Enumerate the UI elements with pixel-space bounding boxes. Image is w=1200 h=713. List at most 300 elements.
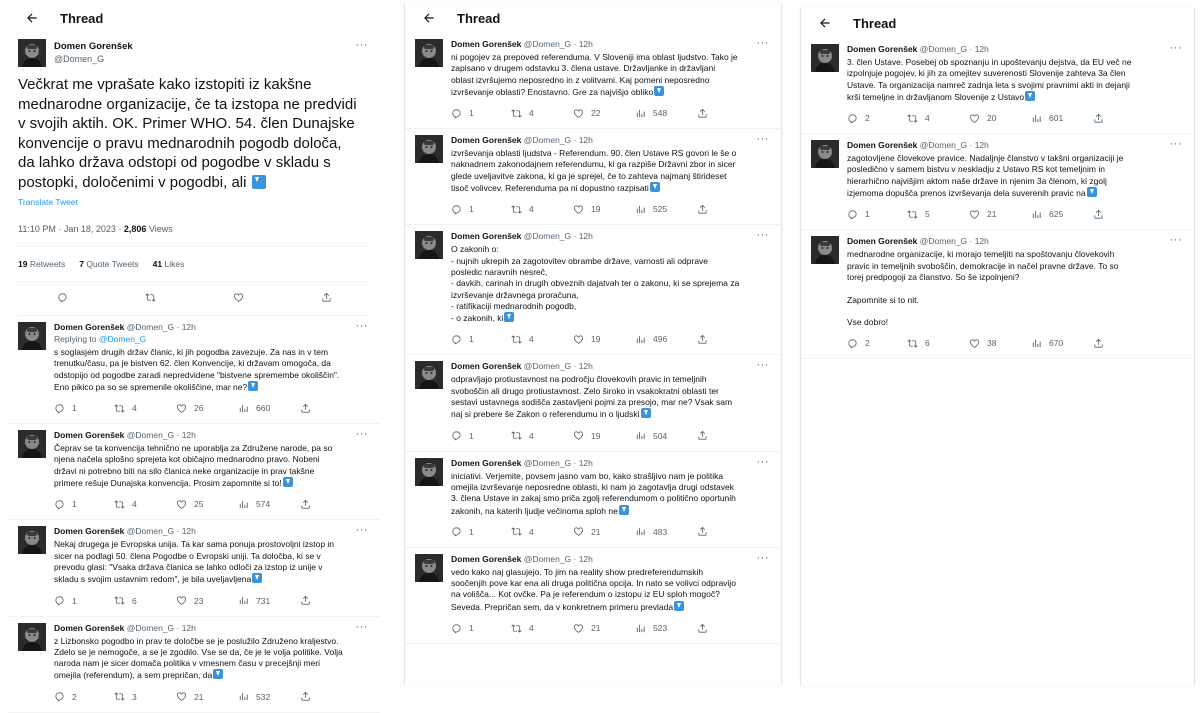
author-name[interactable]: Domen Gorenšek [847, 236, 918, 247]
reply-action[interactable] [847, 209, 907, 220]
thread-header [405, 3, 781, 33]
retweet-icon [511, 623, 522, 634]
share-icon[interactable] [321, 292, 332, 303]
heart-action[interactable] [573, 108, 635, 119]
tweet-text-content: zagotovljene človekove pravice. Nadaljnje članstvo v takšni organizaciji je posledično v samem bistvu v neskladju z Ustavo RS kot temeljnim in hierarhično najvišjim aktom naše države in njenim 3a členom, ki zgolj izjemoma dopušča prenos izvrševanja dela suverenih pravic na [847, 153, 1124, 199]
views-count: 525 [653, 204, 668, 215]
author-name[interactable]: Domen Gorenšek [54, 430, 125, 441]
likes-count: 25 [194, 499, 204, 510]
tweet-text-content: 3. člen Ustave. Posebej ob spoznanju in upoštevanju dejstva, da EU več ne izpolnjuje pogojev, ki jih za omejitev suverenosti Slovenije zahteva 3a člen Ustave. Ta organizacija namreč zadnja leta s svojimi pravnimi akti in dejanji krši temeljne in državljanom Slovenije z Ustavo [847, 57, 1132, 102]
down-arrow-emoji-icon [1025, 91, 1035, 101]
heart-icon [573, 526, 584, 537]
translate-link[interactable]: Translate Tweet [18, 197, 79, 207]
retweet-action[interactable] [907, 338, 969, 349]
author-handle[interactable]: @Domen_G [54, 54, 105, 64]
heart-action[interactable] [176, 595, 238, 606]
share-icon[interactable] [300, 595, 320, 606]
tweet-stats [18, 247, 370, 282]
reply-action[interactable] [54, 499, 114, 510]
down-arrow-emoji-icon [252, 175, 266, 189]
views-icon [635, 108, 646, 119]
heart-icon[interactable] [233, 292, 244, 303]
more-icon[interactable]: ··· [756, 37, 769, 49]
views-count: 601 [1049, 113, 1064, 124]
heart-action[interactable] [573, 430, 635, 441]
reply-tweet[interactable] [405, 129, 781, 225]
reply-tweet[interactable] [801, 134, 1194, 230]
down-arrow-emoji-icon [252, 573, 262, 583]
quote-tweets-stat-count: 7 [79, 259, 84, 269]
author-handle[interactable]: @Domen_G · 12h [523, 231, 593, 242]
author-name[interactable]: Domen Gorenšek [451, 553, 522, 564]
more-icon[interactable]: ··· [355, 428, 368, 441]
more-icon[interactable]: ··· [355, 39, 368, 51]
likes-stat[interactable] [153, 259, 185, 269]
reply-icon [54, 691, 65, 702]
tweet-timestamp[interactable]: 11:10 PM · Jan 18, 2023 · [18, 224, 124, 234]
views-count: 483 [653, 526, 668, 537]
down-arrow-emoji-icon [504, 312, 514, 322]
views-action[interactable] [238, 691, 300, 702]
avatar[interactable] [18, 623, 46, 651]
heart-icon [573, 334, 584, 345]
replies-count: 2 [865, 338, 870, 349]
avatar[interactable] [415, 135, 443, 163]
retweet-action[interactable] [114, 691, 176, 702]
retweet-action[interactable] [511, 623, 573, 634]
tweet-text-content: Čeprav se ta konvencija tehnično ne uporablja za Združene narode, pa so njena načela splošno sprejeta kot običajno mednarodno pravo. Nobeni državi ni potrebno biti na silo članica neke organizacije in prav takšne primere rešuje Dunajska konvencija. Prosim zapomnite si to! [54, 443, 333, 489]
quote-tweets-stat[interactable] [79, 259, 138, 269]
retweet-icon [114, 403, 125, 414]
reply-action[interactable] [451, 526, 511, 537]
reply-tweet[interactable] [801, 230, 1194, 359]
replies-count: 2 [865, 113, 870, 124]
more-icon[interactable]: ··· [756, 551, 769, 564]
tweet-actions [847, 336, 1184, 350]
retweet-action[interactable] [907, 209, 969, 220]
heart-action[interactable] [969, 209, 1031, 220]
heart-action[interactable] [573, 526, 635, 537]
tweet-text [451, 567, 771, 613]
down-arrow-emoji-icon [248, 381, 258, 391]
reply-icon [54, 403, 65, 414]
retweet-action[interactable] [114, 403, 176, 414]
views-icon [635, 334, 646, 345]
views-icon [1031, 113, 1042, 124]
likes-count: 22 [591, 108, 601, 119]
author-name[interactable]: Domen Gorenšek [847, 44, 918, 54]
views-action[interactable] [635, 526, 697, 537]
author-name[interactable]: Domen Gorenšek [451, 457, 522, 468]
views-icon [635, 623, 646, 634]
share-icon[interactable] [697, 204, 717, 215]
page-title: Thread [60, 10, 104, 26]
views-icon [635, 204, 646, 215]
author-handle[interactable]: @Domen_G · 12h [523, 457, 593, 468]
views-action[interactable] [635, 623, 697, 634]
retweets-count: 5 [925, 209, 930, 220]
replies-count: 1 [469, 526, 474, 537]
tweet-text-content: Nekaj drugega je Evropska unija. Ta kar sama ponuja prostovoljni izstop in sicer na podlagi 50. člena Pogodbe o Evropski uniji. Ta določba, ki se v prevodu glasi: "Vsaka država članica se lahko odloči za izstop iz unije v skladu s svojim ustavnim redom", je bila uveljavljena [54, 539, 335, 585]
reply-icon [451, 108, 462, 119]
more-icon[interactable]: ··· [355, 620, 368, 633]
tweet-text [451, 244, 771, 324]
reply-tweet[interactable] [801, 38, 1194, 134]
retweet-action[interactable] [511, 108, 573, 119]
views-icon [238, 499, 249, 510]
replying-prefix: Replying to [54, 334, 99, 344]
views-action[interactable] [238, 499, 300, 510]
reply-icon [451, 623, 462, 634]
reply-icon [54, 499, 65, 510]
reply-action[interactable] [451, 108, 511, 119]
heart-icon [969, 113, 980, 124]
tweet-text-content: izvrševanja oblasti ljudstva - Referendum. 90. člen Ustave RS govori le še o naknadnem zakonodajnem referendumu, ki ga razpiše Državni zbor in sicer glede uveljavitve zakona, ki ga je sprejel, če to zahteva najmanj štirideset tisoč volivcev. Referenduma pa ni dopustno razpisati [451, 148, 737, 194]
avatar[interactable] [415, 458, 443, 486]
replies-count: 1 [72, 403, 77, 414]
author-name[interactable]: Domen Gorenšek [54, 526, 125, 537]
more-icon[interactable]: ··· [355, 320, 368, 332]
views-action[interactable] [1031, 338, 1093, 349]
reply-action[interactable] [451, 204, 511, 215]
heart-icon [176, 691, 187, 702]
share-icon[interactable] [697, 623, 717, 634]
reply-action[interactable] [54, 691, 114, 702]
avatar[interactable] [415, 39, 443, 67]
avatar[interactable] [811, 236, 839, 264]
views-action[interactable] [1031, 113, 1093, 124]
author-name[interactable]: Domen Gorenšek [847, 140, 918, 151]
main-tweet-actions [18, 282, 370, 316]
avatar[interactable] [18, 526, 46, 554]
avatar[interactable] [811, 140, 839, 168]
share-icon[interactable] [1093, 113, 1113, 124]
heart-icon [573, 623, 584, 634]
reply-icon [451, 430, 462, 441]
arrow-left-icon[interactable] [813, 11, 837, 35]
tweet-text-content: odpravljajo protiustavnost na področju človekovih pravic in temeljnih svoboščin ali drugo protiustavnost. Zelo široko in vsakokratni oblasti ter sestavi ustavnega sodišča zastavljeni pojmi za presojo, mar ne? Vsak sam naj si prebere še Zakon o referendumu in o ljudski [451, 374, 733, 420]
views-action[interactable] [1031, 209, 1093, 220]
author-name[interactable]: Domen Gorenšek [54, 622, 125, 633]
tweet-actions [451, 332, 771, 346]
share-icon[interactable] [300, 499, 320, 510]
reply-icon [451, 526, 462, 537]
heart-action[interactable] [969, 113, 1031, 124]
likes-count: 19 [591, 204, 601, 215]
heart-icon [176, 403, 187, 414]
views-count: 532 [256, 691, 271, 702]
retweet-action[interactable] [511, 204, 573, 215]
reply-tweet[interactable] [405, 452, 781, 548]
reply-action[interactable] [847, 113, 907, 124]
retweet-icon [114, 595, 125, 606]
heart-icon [176, 595, 187, 606]
tweet-text-content: O zakonih o: - nujnih ukrepih za zagotovitev obrambe države, varnosti ali odprave posledic naravnih nesreč, - davkih, carinah in drugih obveznih dajatvah ter o zakonu, ki se sprejema za izvrševanje državnega proračuna, - ratifikaciji mednarodnih pogodb, - o zakonih, ki [451, 244, 740, 324]
down-arrow-emoji-icon [641, 408, 651, 418]
share-icon[interactable] [1093, 338, 1113, 349]
heart-icon [573, 430, 584, 441]
retweet-icon [511, 526, 522, 537]
reply-icon[interactable] [57, 292, 68, 303]
tweet-text [451, 471, 771, 517]
heart-icon [573, 204, 584, 215]
retweets-count: 3 [132, 691, 137, 702]
heart-action[interactable] [969, 338, 1031, 349]
replies-count: 1 [469, 430, 474, 441]
author-handle[interactable]: @Domen_G · 12h [126, 430, 196, 441]
avatar[interactable] [415, 231, 443, 259]
down-arrow-emoji-icon [213, 669, 223, 679]
replies-count: 1 [865, 209, 870, 220]
tweet-text-content: iniciativi. Verjemite, povsem jasno vam bo, kako strašljivo nam je politika omejila izvrševanje neposredne oblasti, ki nam jo zagotavlja drugi odstavek 3. člena Ustave in zakaj smo priča zgolj referendumom o politično oportunih zakonih, na katerih ljudje večinoma sploh ne [451, 470, 736, 516]
retweet-action[interactable] [114, 595, 176, 606]
retweets-count: 4 [925, 113, 930, 124]
views-count: 504 [653, 430, 668, 441]
tweet-actions [847, 207, 1184, 221]
likes-count: 19 [591, 334, 601, 345]
reply-tweet[interactable] [8, 520, 380, 616]
retweet-icon [511, 430, 522, 441]
likes-count: 23 [194, 595, 204, 606]
heart-action[interactable] [176, 499, 238, 510]
heart-action[interactable] [573, 623, 635, 634]
views-count: 496 [653, 334, 668, 345]
tweet-text [451, 52, 771, 98]
more-icon[interactable]: ··· [756, 229, 769, 242]
avatar[interactable] [18, 39, 46, 67]
avatar[interactable] [18, 430, 46, 458]
share-icon[interactable] [697, 108, 717, 119]
tweet-actions [451, 106, 771, 120]
retweet-icon [114, 499, 125, 510]
down-arrow-emoji-icon [283, 477, 293, 487]
retweet-action[interactable] [907, 113, 969, 124]
retweet-icon[interactable] [145, 292, 156, 303]
replies-count: 1 [469, 204, 474, 215]
reply-action[interactable] [54, 595, 114, 606]
reply-tweet[interactable] [8, 424, 380, 520]
retweets-stat[interactable] [18, 259, 65, 269]
share-icon[interactable] [300, 691, 320, 702]
views-action[interactable] [635, 334, 697, 345]
more-icon[interactable]: ··· [1169, 42, 1182, 54]
reply-tweet[interactable] [405, 225, 781, 355]
reply-tweet[interactable] [8, 316, 380, 424]
heart-action[interactable] [573, 334, 635, 345]
replying-to [54, 334, 370, 345]
reply-action[interactable] [451, 623, 511, 634]
views-count: 574 [256, 499, 271, 510]
tweet-text-content: z Lizbonsko pogodbo in prav te določbe se je poslužilo Združeno kraljestvo. Zdelo se je nemogoče, a se je zgodilo. Vse se da, če je le volja politike. Volja naroda nam je sicer domača politika v vmesnem času v precejšnji meri omejila (referendum), a sem prepričan, da [54, 635, 343, 681]
views-count: 670 [1049, 338, 1064, 349]
likes-count: 38 [987, 338, 997, 349]
share-icon[interactable] [697, 334, 717, 345]
views-count: 731 [256, 595, 271, 606]
tweet-text [54, 539, 370, 585]
heart-action[interactable] [176, 403, 238, 414]
reply-icon [847, 113, 858, 124]
tweet-text-content: s soglasjem drugih držav članic, ki jih pogodba zavezuje. Za nas in v tem trenutku/času, pa je bistven 62. člen Konvencije, ki državam omogoča, da odstopijo od pogodbe zaradi nepredvidene "bistvene spremembe okoliščin". Eno pikico pa so se spremenile okoliščine, mar ne? [54, 347, 340, 392]
reply-action[interactable] [847, 338, 907, 349]
reply-icon [54, 595, 65, 606]
replies-count: 1 [469, 623, 474, 634]
retweets-stat-count: 19 [18, 259, 28, 269]
views-icon [238, 403, 249, 414]
more-icon[interactable]: ··· [355, 524, 368, 537]
reply-action[interactable] [54, 403, 114, 414]
tweet-actions [54, 497, 370, 511]
more-icon[interactable]: ··· [756, 455, 769, 468]
tweet-actions [451, 202, 771, 216]
views-icon [635, 526, 646, 537]
author-name[interactable]: Domen Gorenšek [451, 231, 522, 242]
author-name[interactable]: Domen Gorenšek [54, 322, 125, 332]
author-handle[interactable]: @Domen_G · 12h [126, 322, 196, 332]
views-count: 660 [256, 403, 271, 414]
views-count: 625 [1049, 209, 1064, 220]
replying-handle-link[interactable]: @Domen_G [98, 334, 147, 344]
tweet-actions [451, 525, 771, 539]
retweets-count: 6 [132, 595, 137, 606]
tweet-text [847, 57, 1184, 103]
tweet-text [847, 249, 1184, 328]
avatar[interactable] [415, 554, 443, 582]
author-name[interactable]: Domen Gorenšek [451, 135, 522, 146]
quote-tweets-stat-label: Quote Tweets [84, 259, 139, 269]
thread-panel-2 [404, 3, 782, 685]
share-icon[interactable] [697, 430, 717, 441]
views-icon [238, 595, 249, 606]
retweet-action[interactable] [511, 334, 573, 345]
likes-count: 21 [591, 526, 601, 537]
tweet-text [451, 374, 771, 420]
heart-icon [969, 338, 980, 349]
views-action[interactable] [238, 595, 300, 606]
avatar[interactable] [18, 322, 46, 350]
retweets-stat-label: Retweets [27, 259, 66, 269]
thread-panel-1 [8, 3, 380, 702]
more-icon[interactable]: ··· [756, 133, 769, 146]
heart-icon [573, 108, 584, 119]
reply-action[interactable] [451, 334, 511, 345]
views-icon [635, 430, 646, 441]
retweet-action[interactable] [511, 430, 573, 441]
reply-icon [847, 338, 858, 349]
author-name[interactable]: Domen Gorenšek [451, 39, 522, 49]
down-arrow-emoji-icon [650, 182, 660, 192]
author-handle[interactable]: @Domen_G · 12h [919, 236, 989, 247]
retweet-icon [511, 108, 522, 119]
retweets-count: 4 [132, 499, 137, 510]
tweet-text-content: mednarodne organizacije, ki morajo temeljiti na spoštovanju človekovih pravic in temeljnih svoboščin, demokracije in načel pravne države. To so torej predpogoji za članstvo. So še izpolnjeni? Zapomnite si to nit. Vse dobro! [847, 249, 1119, 328]
replies-count: 2 [72, 691, 77, 702]
likes-count: 19 [591, 430, 601, 441]
author-name[interactable]: Domen Gorenšek [54, 41, 133, 52]
likes-stat-label: Likes [162, 259, 185, 269]
retweet-action[interactable] [114, 499, 176, 510]
retweet-icon [114, 691, 125, 702]
author-name[interactable]: Domen Gorenšek [451, 361, 522, 372]
likes-stat-count: 41 [152, 259, 163, 269]
share-icon[interactable] [300, 403, 320, 414]
views-label: Views [146, 224, 173, 234]
tweet-text [54, 443, 370, 489]
author-handle[interactable]: @Domen_G · 12h [126, 526, 196, 537]
author-handle[interactable]: @Domen_G · 12h [523, 135, 593, 146]
avatar[interactable] [415, 361, 443, 389]
views-action[interactable] [635, 204, 697, 215]
author-handle[interactable]: @Domen_G · 12h [523, 39, 593, 49]
reply-tweet[interactable] [8, 617, 380, 713]
retweets-count: 4 [529, 526, 534, 537]
retweet-action[interactable] [511, 526, 573, 537]
reply-tweet[interactable] [405, 548, 781, 644]
likes-count: 21 [987, 209, 997, 220]
share-icon[interactable] [697, 526, 717, 537]
reply-tweet[interactable] [405, 33, 781, 129]
tweet-actions [54, 690, 370, 704]
views-count: 523 [653, 623, 668, 634]
down-arrow-emoji-icon [619, 505, 629, 515]
heart-action[interactable] [176, 691, 238, 702]
tweet-actions [451, 429, 771, 443]
author-handle[interactable]: @Domen_G · 12h [126, 622, 196, 633]
page-title: Thread [853, 15, 897, 31]
share-icon[interactable] [1093, 209, 1113, 220]
replies-count: 1 [469, 108, 474, 119]
views-action[interactable] [635, 430, 697, 441]
views-action[interactable] [635, 108, 697, 119]
likes-count: 26 [194, 403, 204, 414]
retweets-count: 4 [529, 334, 534, 345]
arrow-left-icon[interactable] [20, 6, 44, 30]
tweet-text [451, 148, 771, 194]
author-handle[interactable]: @Domen_G · 12h [919, 44, 989, 54]
author-handle[interactable]: @Domen_G · 12h [523, 361, 593, 372]
more-icon[interactable]: ··· [1169, 138, 1182, 151]
views-icon [1031, 209, 1042, 220]
reply-tweet[interactable] [405, 355, 781, 451]
reply-action[interactable] [451, 430, 511, 441]
retweets-count: 4 [529, 108, 534, 119]
more-icon[interactable]: ··· [756, 359, 769, 372]
more-icon[interactable]: ··· [1169, 234, 1182, 247]
tweet-text [54, 636, 370, 682]
retweet-icon [511, 204, 522, 215]
likes-count: 20 [987, 113, 997, 124]
retweets-count: 6 [925, 338, 930, 349]
reply-icon [847, 209, 858, 220]
author-handle[interactable]: @Domen_G · 12h [919, 140, 989, 151]
page-title: Thread [457, 10, 501, 26]
heart-icon [969, 209, 980, 220]
arrow-left-icon[interactable] [417, 6, 441, 30]
replies-count: 1 [72, 595, 77, 606]
replies-count: 1 [72, 499, 77, 510]
avatar[interactable] [811, 44, 839, 72]
views-count: 548 [653, 108, 668, 119]
tweet-text [847, 153, 1184, 199]
thread-panel-3 [800, 8, 1195, 686]
heart-action[interactable] [573, 204, 635, 215]
views-action[interactable] [238, 403, 300, 414]
thread-header [8, 3, 380, 33]
author-handle[interactable]: @Domen_G · 12h [523, 553, 593, 564]
retweets-count: 4 [132, 403, 137, 414]
tweet-text-content: vedo kako naj glasujejo. To jim na reality show predreferendumskih soočenjih pove kar ena ali druga politična opcija. In nato se volivci odpravijo na volišča... Kot ovčke. Pa je referendum o izstopu iz EU sploh mogoč? Seveda. Prepričan sem, da v konkretnem primeru prevlada [451, 566, 736, 612]
retweets-count: 4 [529, 204, 534, 215]
tweet-actions [54, 401, 370, 415]
